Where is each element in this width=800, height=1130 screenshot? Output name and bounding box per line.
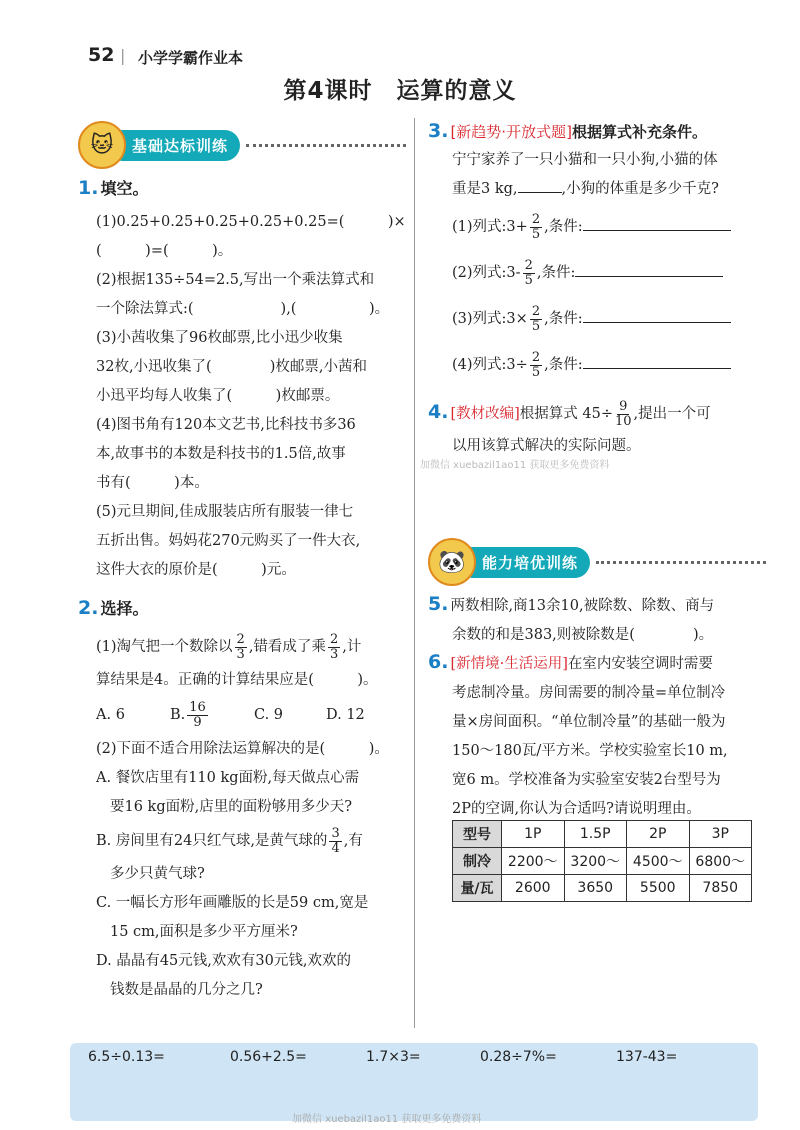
text-line: 小迅平均每人收集了( )枚邮票。 <box>96 388 340 404</box>
text-line: 15 cm,面积是多少平方厘米? <box>110 924 298 940</box>
question-3-title: 根据算式补充条件。 <box>571 123 707 141</box>
formula-item: (3)列式:3× $\frac{2}{5}$ ,条件: <box>452 296 731 342</box>
table-cell: 1P <box>502 821 565 848</box>
text-line: 本,故事书的本数是科技书的1.5倍,故事 <box>96 446 346 462</box>
text-line: (2)根据135÷54=2.5,写出一个乘法算式和 <box>96 272 375 288</box>
table-row <box>453 848 752 875</box>
question-3-body <box>452 146 731 388</box>
text-line: (3)小茜收集了96枚邮票,比小迅少收集 <box>96 330 343 346</box>
column-divider <box>414 118 415 1028</box>
question-1-number: 1. <box>78 177 99 199</box>
question-2-title: 选择。 <box>100 599 149 618</box>
table-cell: 2P <box>627 821 690 848</box>
page-number: 52 <box>88 44 115 66</box>
condition-blank[interactable] <box>583 368 731 369</box>
option-b: B. $\frac{16}{9}$ <box>170 699 206 730</box>
text-line: 宁宁家养了一只小猫和一只小狗,小猫的体 <box>452 152 718 168</box>
watermark: 加微信 xuebazil1ao11 获取更多免费资料 <box>420 460 610 471</box>
table-row <box>453 821 752 848</box>
table-cell: 1.5P <box>564 821 627 848</box>
text-line: (1)淘气把一个数除以 $\frac{2}{3}$ ,错看成了乘 $\frac{2}{3}$ ,计 <box>96 631 362 662</box>
section-dots <box>596 561 766 564</box>
text-line: (2)下面不适合用除法运算解决的是( )。 <box>96 741 389 757</box>
formula-item: (4)列式:3÷ $\frac{2}{5}$ ,条件: <box>452 342 731 388</box>
question-6: 6. [新情境·生活运用]在室内安装空调时需要 考虑制冷量。房间需要的制冷量=单位制冷 量×房间面积。“单位制冷量”的基础一般为 150～180瓦/平方米。学校实验室长10 m, 宽6 m。学校准备为实验室安装2台型号为 2P的空调,你认为合适吗?请说明理由。 <box>428 648 728 824</box>
text-line: 要16 kg面粉,店里的面粉够用多少天? <box>110 799 353 815</box>
text-line: 宽6 m。学校准备为实验室安装2台型号为 <box>452 772 721 788</box>
fraction: $\frac{2}{3}$ <box>329 631 339 662</box>
text-line: 多少只黄气球? <box>110 866 205 882</box>
question-6-tag: [新情境·生活运用] <box>450 656 568 672</box>
condition-blank[interactable] <box>583 230 731 231</box>
text-line: C. 一幅长方形年画雕版的长是59 cm,宽是 <box>96 895 369 911</box>
ac-model-table <box>452 820 752 902</box>
table-cell: 5500 <box>627 875 690 902</box>
lesson-title: 第4课时 运算的意义 <box>283 78 517 104</box>
text-line: ( )=( )。 <box>96 243 233 259</box>
option-c: C. 9 <box>254 707 284 723</box>
question-2-header <box>78 596 148 619</box>
question-2-body <box>96 628 389 1005</box>
table-header-cell: 制冷 <box>453 848 502 875</box>
student-desk-icon: 🐼 <box>428 538 476 586</box>
table-cell: 2200～ <box>502 848 565 875</box>
formula-item: (1)列式:3+ $\frac{2}{5}$ ,条件: <box>452 204 731 250</box>
header-separator: | <box>120 46 126 65</box>
table-cell: 4500～ <box>627 848 690 875</box>
table-cell: 2600 <box>502 875 565 902</box>
text-line: (5)元旦期间,佳成服装店所有服装一律七 <box>96 504 354 520</box>
section-advanced-label: 能力培优训练 <box>468 547 590 578</box>
text-line: 32枚,小迅收集了( )枚邮票,小茜和 <box>96 359 367 375</box>
table-cell: 3200～ <box>564 848 627 875</box>
option-a: A. 6 <box>96 707 125 723</box>
table-cell: 3P <box>689 821 752 848</box>
text-line: B. 房间里有24只红气球,是黄气球的 $\frac{3}{4}$ ,有 <box>96 825 363 856</box>
question-3-header <box>428 120 707 142</box>
question-3-tag: [新趋势·开放式题] <box>450 123 572 141</box>
text-line: (1)0.25+0.25+0.25+0.25+0.25=( )× <box>96 214 406 230</box>
section-dots <box>246 144 406 147</box>
question-1-title: 填空。 <box>100 179 149 198</box>
condition-blank[interactable] <box>583 322 731 323</box>
question-5-number: 5. <box>428 593 449 615</box>
question-6-number: 6. <box>428 651 449 673</box>
question-2-number: 2. <box>78 597 99 619</box>
fraction: $\frac{3}{4}$ <box>331 825 340 856</box>
text-line: 算结果是4。正确的计算结果应是( )。 <box>96 672 378 688</box>
text-line: 五折出售。妈妈花270元购买了一件大衣, <box>96 533 361 549</box>
option-row <box>96 695 389 735</box>
text-line: D. 晶晶有45元钱,欢欢有30元钱,欢欢的 <box>96 953 351 969</box>
fraction: $\frac{2}{3}$ <box>236 631 245 662</box>
text-line: A. 餐饮店里有110 kg面粉,每天做点心需 <box>96 770 360 786</box>
text-line: 这件大衣的原价是( )元。 <box>96 562 296 578</box>
text-line: 考虑制冷量。房间需要的制冷量=单位制冷 <box>452 685 726 701</box>
text-line: 2P的空调,你认为合适吗?请说明理由。 <box>452 801 701 817</box>
question-5: 5. 两数相除,商13余10,被除数、除数、商与 余数的和是383,则被除数是( )。 <box>428 590 714 650</box>
table-header-cell: 量/瓦 <box>453 875 502 902</box>
watermark: 加微信 xuebazil1ao11 获取更多免费资料 <box>292 1114 482 1125</box>
question-4: 4. [教材改编]根据算式 45÷ $\frac{9}{10}$ ,提出一个可 以用该算式解决的实际问题。 <box>428 394 711 461</box>
calc-item: 0.28÷7%= <box>480 1049 557 1065</box>
condition-blank[interactable] <box>575 276 723 277</box>
question-1-body <box>96 208 406 585</box>
section-advanced <box>428 545 766 579</box>
section-basic <box>78 128 406 162</box>
calc-item: 6.5÷0.13= <box>88 1049 165 1065</box>
text-line: 钱数是晶晶的几分之几? <box>110 982 263 998</box>
book-title: 小学学霸作业本 <box>138 49 244 67</box>
question-1-header <box>78 176 148 199</box>
text-line: (4)图书角有120本文艺书,比科技书多36 <box>96 417 356 433</box>
table-cell: 6800～ <box>689 848 752 875</box>
option-d: D. 12 <box>326 707 365 723</box>
calc-item: 137-43= <box>616 1049 678 1065</box>
text-line: 一个除法算式:( ),( )。 <box>96 301 390 317</box>
text-line: 书有( )本。 <box>96 475 209 491</box>
answer-blank[interactable] <box>518 192 562 193</box>
table-cell: 7850 <box>689 875 752 902</box>
question-4-tag: [教材改编] <box>450 406 520 422</box>
section-basic-label: 基础达标训练 <box>118 130 240 161</box>
text-line: 余数的和是383,则被除数是( )。 <box>452 627 714 643</box>
text-line: 150～180瓦/平方米。学校实验室长10 m, <box>452 743 728 759</box>
text-line: 以用该算式解决的实际问题。 <box>452 438 641 454</box>
text-line: 量×房间面积。“单位制冷量”的基础一般为 <box>452 714 726 730</box>
table-header-cell: 型号 <box>453 821 502 848</box>
formula-item: (2)列式:3- $\frac{2}{5}$ ,条件: <box>452 250 731 296</box>
calc-item: 1.7×3= <box>366 1049 421 1065</box>
table-cell: 3650 <box>564 875 627 902</box>
cat-pencil-icon: 🐱 <box>78 121 126 169</box>
calc-item: 0.56+2.5= <box>230 1049 307 1065</box>
question-3-number: 3. <box>428 120 449 142</box>
text-line: 重是3 kg, ,小狗的体重是多少千克? <box>452 181 719 197</box>
question-4-number: 4. <box>428 401 449 423</box>
table-row <box>453 875 752 902</box>
